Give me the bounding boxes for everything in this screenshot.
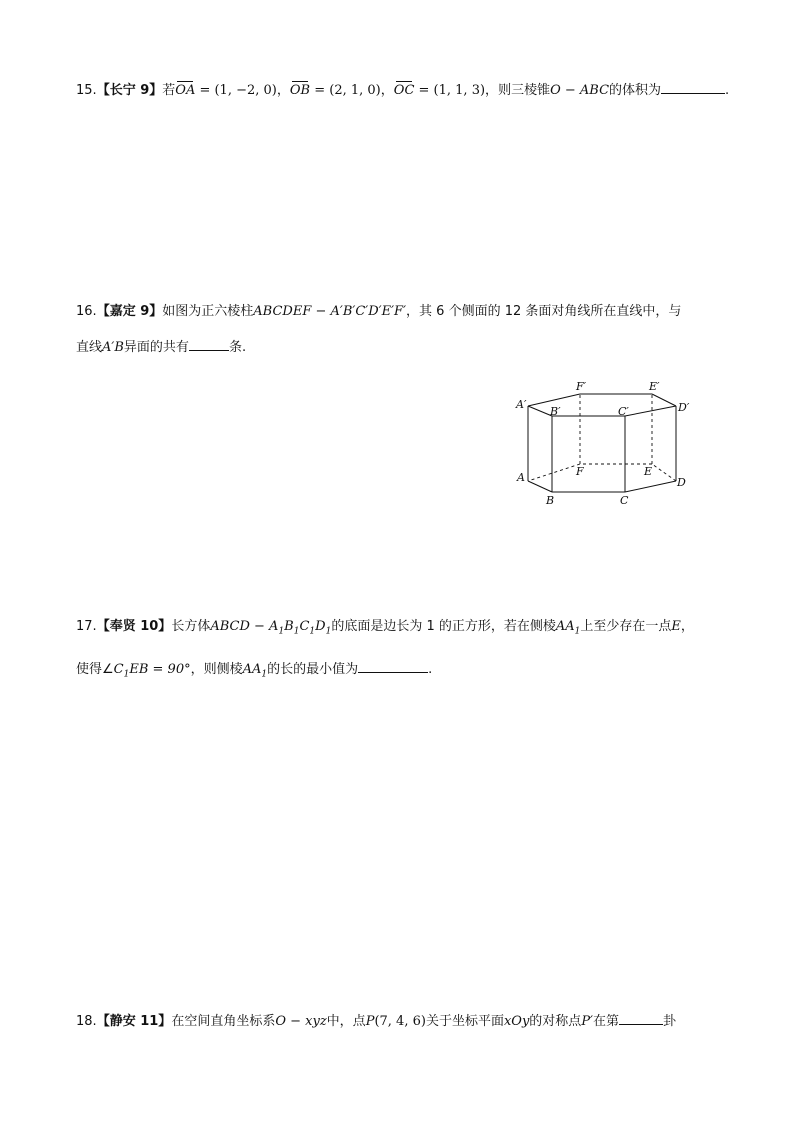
label-e1: E′ bbox=[649, 380, 660, 393]
question-15: 15.【长宁 9】若OA = (1, −2, 0)，OB = (2, 1, 0)，OC = (1, 1, 3)，则三棱锥O − ABC的体积为 . bbox=[76, 79, 729, 102]
solid-name: O − ABC bbox=[550, 83, 610, 98]
question-number: 18. bbox=[76, 1014, 97, 1029]
question-17-line-2: 使得$\angle C_1EB = 90^\circ$，则侧棱$AA_1$的长的最小值为 . bbox=[76, 658, 432, 686]
question-17: 17.【奉贤 10】长方体ABCD − $A_1B_1C_1D_1$的底面是边长为 1 的正方形，若在侧棱$AA_1$上至少存在一点E， bbox=[76, 619, 694, 637]
label-b: B bbox=[546, 494, 555, 507]
edge-d1-e1 bbox=[652, 394, 676, 406]
answer-blank[interactable] bbox=[189, 336, 229, 351]
label-e: E bbox=[644, 465, 653, 478]
edge-c-d bbox=[625, 481, 676, 492]
question-number: 15. bbox=[76, 83, 97, 98]
question-number: 17. bbox=[76, 619, 97, 634]
edge-a1-b1 bbox=[528, 406, 552, 416]
question-source-tag: 【静安 11】 bbox=[96, 1014, 172, 1029]
edge-d-e bbox=[652, 464, 676, 481]
vector-oc: OC bbox=[394, 80, 415, 102]
plane-name: xOy bbox=[503, 1014, 530, 1029]
point-coordinates: (7, 4, 6) bbox=[374, 1014, 426, 1029]
angle-expression: $C_1EB = 90^\circ$ bbox=[113, 662, 191, 680]
label-a: A bbox=[517, 471, 525, 484]
answer-blank[interactable] bbox=[358, 658, 428, 673]
question-number: 16. bbox=[76, 304, 97, 319]
edge-name: $AA_1$ bbox=[242, 662, 268, 680]
question-16: 16.【嘉定 9】如图为正六棱柱ABCDEF − A′B′C′D′E′F′，其 6 个侧面的 12 条面对角线所在直线中，与 bbox=[76, 304, 682, 319]
point-name: P bbox=[365, 1014, 375, 1029]
vector-ob: OB bbox=[290, 80, 310, 102]
question-16-line-2: 直线A′B异面的共有 条. bbox=[76, 336, 246, 359]
edge-name: $AA_1$ bbox=[555, 619, 581, 637]
label-b1: B′ bbox=[550, 405, 561, 418]
coordinate-system: O − xyz bbox=[275, 1014, 327, 1029]
question-source-tag: 【奉贤 10】 bbox=[96, 619, 172, 634]
answer-blank[interactable] bbox=[661, 79, 725, 94]
label-c: C bbox=[620, 494, 629, 507]
label-a1: A′ bbox=[516, 398, 527, 411]
edge-a-b bbox=[528, 481, 552, 492]
label-d1: D′ bbox=[678, 401, 690, 414]
image-point-name: P′ bbox=[581, 1014, 594, 1029]
hexagonal-prism-figure bbox=[510, 378, 700, 508]
solid-name: ABCDEF − A′B′C′D′E′F′ bbox=[253, 304, 407, 319]
solid-name: ABCD − $A_1B_1C_1D_1$ bbox=[210, 619, 332, 637]
question-source-tag: 【嘉定 9】 bbox=[96, 304, 163, 319]
point-name: E bbox=[671, 619, 681, 634]
question-18: 18.【静安 11】在空间直角坐标系O − xyz中，点P(7, 4, 6)关于坐标平面xOy的对称点P′在第 卦 bbox=[76, 1010, 676, 1033]
label-f: F bbox=[576, 465, 584, 478]
label-c1: C′ bbox=[618, 405, 629, 418]
edge-f-a bbox=[528, 464, 580, 481]
edge-c1-d1 bbox=[625, 406, 676, 416]
line-name: A′B bbox=[102, 340, 124, 355]
answer-blank[interactable] bbox=[619, 1010, 663, 1025]
question-source-tag: 【长宁 9】 bbox=[96, 83, 163, 98]
label-f1: F′ bbox=[576, 380, 587, 393]
vector-oa: OA bbox=[175, 80, 195, 102]
label-d: D bbox=[677, 476, 686, 489]
